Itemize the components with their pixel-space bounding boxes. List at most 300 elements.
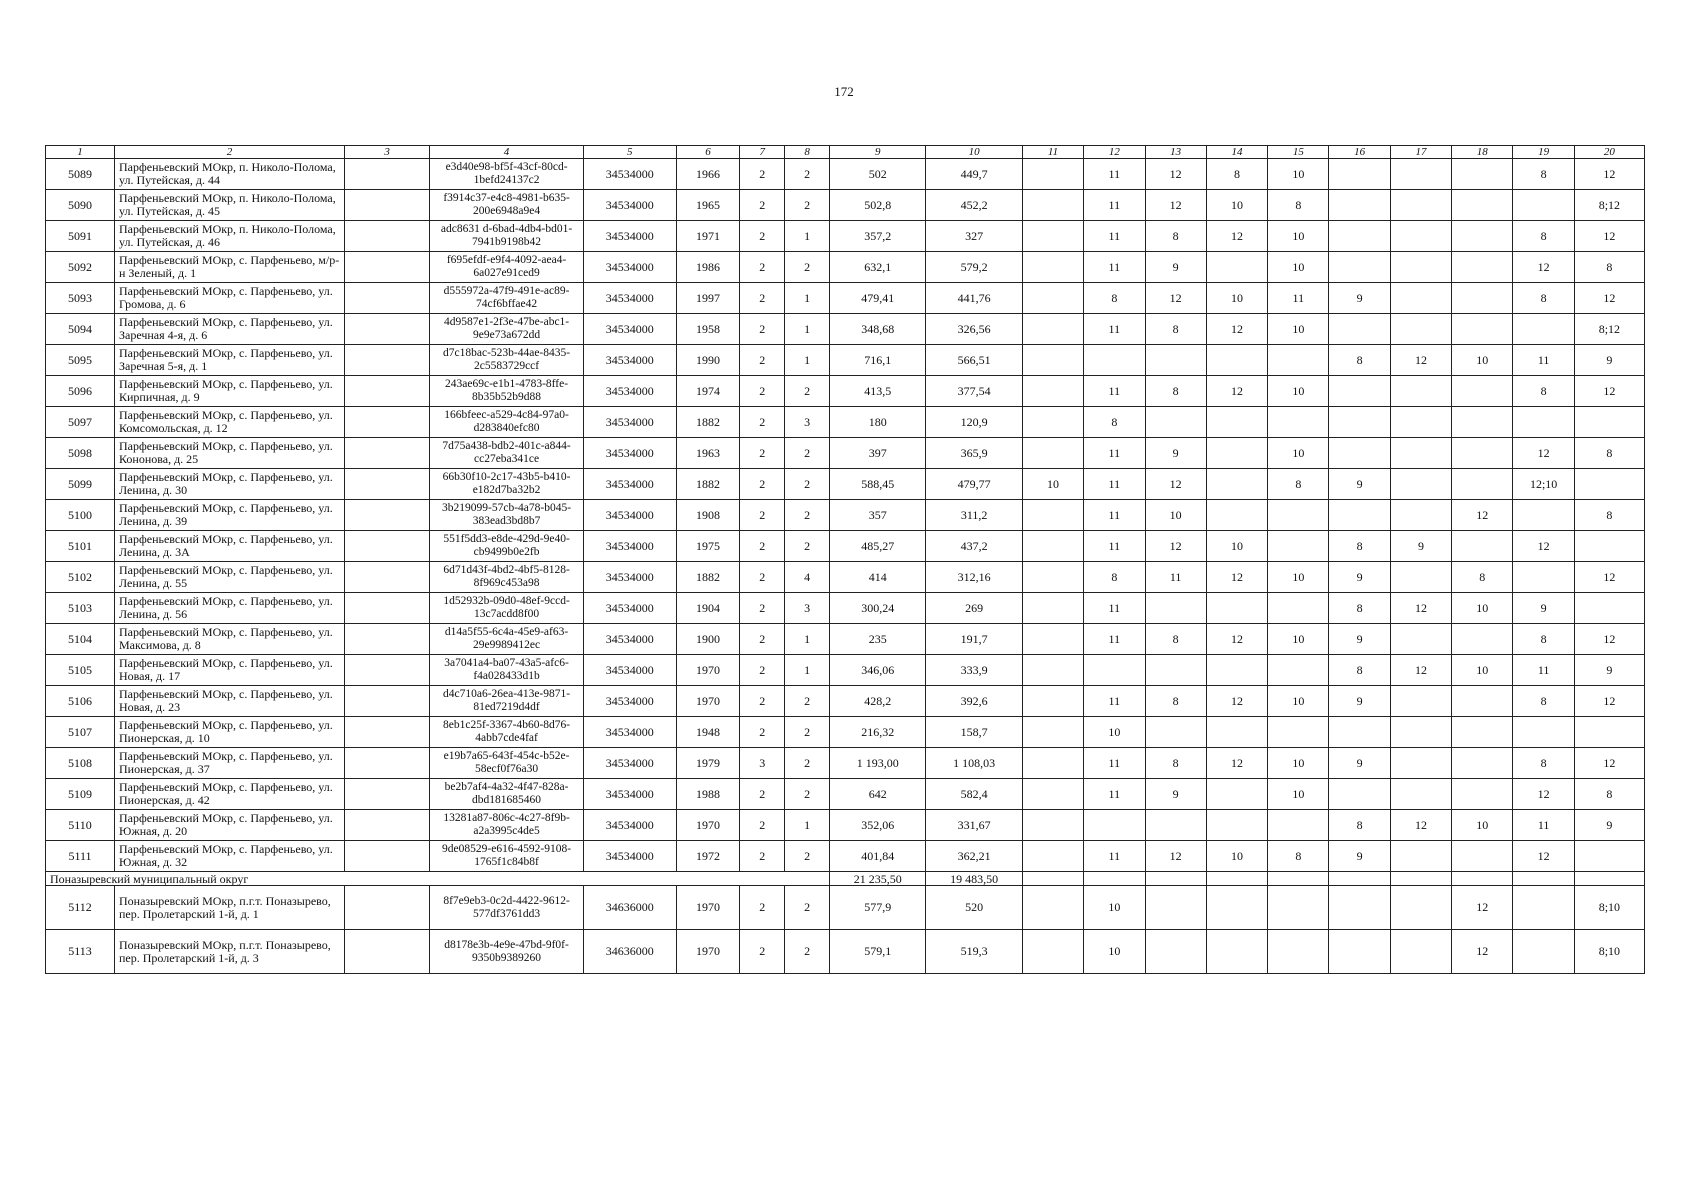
cell-c9: 414: [830, 562, 926, 593]
cell-c11: [1022, 438, 1083, 469]
cell-c18: [1452, 252, 1513, 283]
cell-c7: 2: [740, 686, 785, 717]
cell-oktmo: 34534000: [583, 748, 676, 779]
cell-c20: 9: [1574, 810, 1644, 841]
cell-c3: [344, 221, 429, 252]
cell-num: 5102: [46, 562, 115, 593]
cell-c11: [1022, 190, 1083, 221]
cell-c14: [1206, 655, 1267, 686]
cell-c13: [1145, 407, 1206, 438]
cell-c10: 1 108,03: [926, 748, 1022, 779]
cell-num: 5101: [46, 531, 115, 562]
cell-oktmo: 34534000: [583, 345, 676, 376]
cell-c7: 2: [740, 345, 785, 376]
cell-c3: [344, 500, 429, 531]
cell-c16: [1329, 500, 1390, 531]
cell-oktmo: 34534000: [583, 438, 676, 469]
cell-c15: [1268, 655, 1329, 686]
cell-c18: 12: [1452, 500, 1513, 531]
cell-c7: 2: [740, 252, 785, 283]
cell-c15: 10: [1268, 686, 1329, 717]
cell-address: Парфеньевский МОкр, с. Парфеньево, ул. Кононова, д. 25: [114, 438, 344, 469]
cell-num: 5098: [46, 438, 115, 469]
cell-guid: d8178e3b-4e9e-47bd-9f0f-9350b9389260: [430, 930, 583, 974]
cell-c18: [1452, 283, 1513, 314]
cell-num: 5109: [46, 779, 115, 810]
cell-c17: [1390, 190, 1451, 221]
cell-c12: 11: [1084, 841, 1145, 872]
cell-c10: 392,6: [926, 686, 1022, 717]
cell-c3: [344, 314, 429, 345]
cell-c11: [1022, 930, 1083, 974]
cell-c12: 11: [1084, 376, 1145, 407]
cell-c17: [1390, 779, 1451, 810]
cell-address: Парфеньевский МОкр, с. Парфеньево, ул. Пионерская, д. 10: [114, 717, 344, 748]
cell-c17: [1390, 500, 1451, 531]
cell-c9: 485,27: [830, 531, 926, 562]
cell-num: 5106: [46, 686, 115, 717]
cell-c9: 716,1: [830, 345, 926, 376]
cell-year: 1970: [676, 655, 740, 686]
cell-oktmo: 34534000: [583, 531, 676, 562]
cell-num: 5092: [46, 252, 115, 283]
cell-guid: 9de08529-e616-4592-9108-1765f1c84b8f: [430, 841, 583, 872]
cell-c10: 449,7: [926, 159, 1022, 190]
cell-c3: [344, 190, 429, 221]
cell-guid: 13281a87-806c-4c27-8f9b-a2a3995c4de5: [430, 810, 583, 841]
cell-oktmo: 34534000: [583, 283, 676, 314]
cell-c9: 502,8: [830, 190, 926, 221]
cell-c7: 2: [740, 655, 785, 686]
cell-c15: 10: [1268, 624, 1329, 655]
cell-c17: [1390, 686, 1451, 717]
cell-c11: [1022, 562, 1083, 593]
column-header-1: 1: [46, 146, 115, 159]
cell-c20: 12: [1574, 562, 1644, 593]
cell-oktmo: 34534000: [583, 314, 676, 345]
table-row: [46, 686, 1645, 717]
cell-c20: 8;10: [1574, 930, 1644, 974]
table-row: [46, 810, 1645, 841]
cell-oktmo: 34534000: [583, 376, 676, 407]
cell-address: Парфеньевский МОкр, п. Николо-Полома, ул. Путейская, д. 46: [114, 221, 344, 252]
cell-c18: 10: [1452, 810, 1513, 841]
cell-c15: 8: [1268, 841, 1329, 872]
cell-c19: 9: [1513, 593, 1574, 624]
cell-c10: 333,9: [926, 655, 1022, 686]
cell-c16: [1329, 314, 1390, 345]
cell-num: 5097: [46, 407, 115, 438]
cell-address: Парфеньевский МОкр, п. Николо-Полома, ул. Путейская, д. 44: [114, 159, 344, 190]
cell-num: 5103: [46, 593, 115, 624]
cell-oktmo: 34534000: [583, 686, 676, 717]
cell-c19: 11: [1513, 655, 1574, 686]
cell-c18: [1452, 624, 1513, 655]
cell-c19: 11: [1513, 810, 1574, 841]
cell-address: Парфеньевский МОкр, с. Парфеньево, ул. Комсомольская, д. 12: [114, 407, 344, 438]
cell-c14: 10: [1206, 283, 1267, 314]
cell-address: Парфеньевский МОкр, с. Парфеньево, ул. Ленина, д. 55: [114, 562, 344, 593]
cell-c8: 2: [785, 438, 830, 469]
cell-c18: [1452, 841, 1513, 872]
cell-guid: 8eb1c25f-3367-4b60-8d76-4abb7cde4faf: [430, 717, 583, 748]
cell-c12: 11: [1084, 624, 1145, 655]
cell-c14: [1206, 407, 1267, 438]
cell-c13: 8: [1145, 376, 1206, 407]
cell-year: 1970: [676, 886, 740, 930]
cell-guid: 66b30f10-2c17-43b5-b410-e182d7ba32b2: [430, 469, 583, 500]
cell-guid: e19b7a65-643f-454c-b52e-58ecf0f76a30: [430, 748, 583, 779]
cell-c18: [1452, 717, 1513, 748]
cell-c17: [1390, 438, 1451, 469]
cell-year: 1988: [676, 779, 740, 810]
column-header-5: 5: [583, 146, 676, 159]
cell-c19: 12: [1513, 252, 1574, 283]
cell-c10: 566,51: [926, 345, 1022, 376]
cell-c8: 2: [785, 886, 830, 930]
cell-c18: [1452, 438, 1513, 469]
cell-c7: 2: [740, 221, 785, 252]
cell-c14: [1206, 810, 1267, 841]
cell-c11: [1022, 159, 1083, 190]
cell-guid: 7d75a438-bdb2-401c-a844-cc27eba341ce: [430, 438, 583, 469]
cell-c3: [344, 407, 429, 438]
cell-c17: [1390, 469, 1451, 500]
cell-c19: [1513, 886, 1574, 930]
cell-c20: [1574, 593, 1644, 624]
cell-oktmo: 34534000: [583, 500, 676, 531]
cell-c20: 8;12: [1574, 314, 1644, 345]
cell-c13: [1145, 717, 1206, 748]
cell-c19: 12;10: [1513, 469, 1574, 500]
cell-c18: [1452, 469, 1513, 500]
cell-c3: [344, 841, 429, 872]
cell-oktmo: 34534000: [583, 159, 676, 190]
table-row: [46, 886, 1645, 930]
cell-c13: [1145, 655, 1206, 686]
cell-c16: [1329, 779, 1390, 810]
cell-c12: 10: [1084, 717, 1145, 748]
cell-c10: 362,21: [926, 841, 1022, 872]
cell-c17: [1390, 624, 1451, 655]
cell-oktmo: 34534000: [583, 469, 676, 500]
cell-c9: 397: [830, 438, 926, 469]
cell-c15: [1268, 500, 1329, 531]
cell-c7: 2: [740, 190, 785, 221]
cell-c15: 10: [1268, 779, 1329, 810]
cell-c12: 11: [1084, 159, 1145, 190]
table-row: [46, 779, 1645, 810]
cell-c17: [1390, 717, 1451, 748]
cell-year: 1979: [676, 748, 740, 779]
cell-c18: [1452, 407, 1513, 438]
cell-oktmo: 34534000: [583, 717, 676, 748]
cell-c17: [1390, 748, 1451, 779]
cell-c8: 2: [785, 252, 830, 283]
cell-c12: 8: [1084, 407, 1145, 438]
cell-c16: 9: [1329, 686, 1390, 717]
cell-c17: [1390, 562, 1451, 593]
cell-c14: 12: [1206, 314, 1267, 345]
cell-c8: 2: [785, 717, 830, 748]
cell-c18: [1452, 159, 1513, 190]
cell-c20: 8;10: [1574, 886, 1644, 930]
cell-c16: 8: [1329, 810, 1390, 841]
cell-c18: 10: [1452, 345, 1513, 376]
table-row: [46, 376, 1645, 407]
cell-c19: [1513, 190, 1574, 221]
cell-c10: 311,2: [926, 500, 1022, 531]
cell-c20: 12: [1574, 624, 1644, 655]
column-header-8: 8: [785, 146, 830, 159]
cell-c14: 12: [1206, 221, 1267, 252]
cell-address: Парфеньевский МОкр, с. Парфеньево, ул. Новая, д. 17: [114, 655, 344, 686]
cell-c16: [1329, 221, 1390, 252]
cell-c10: 441,76: [926, 283, 1022, 314]
cell-c9: 632,1: [830, 252, 926, 283]
cell-c12: 11: [1084, 190, 1145, 221]
cell-c8: 1: [785, 655, 830, 686]
cell-c11: [1022, 221, 1083, 252]
cell-num: 5095: [46, 345, 115, 376]
cell-c3: [344, 345, 429, 376]
cell-c19: 8: [1513, 283, 1574, 314]
cell-num: 5104: [46, 624, 115, 655]
cell-c7: 2: [740, 624, 785, 655]
table-row: [46, 345, 1645, 376]
cell-c14: 10: [1206, 531, 1267, 562]
cell-c3: [344, 438, 429, 469]
cell-c17: 12: [1390, 655, 1451, 686]
cell-c15: 11: [1268, 283, 1329, 314]
cell-c11: [1022, 841, 1083, 872]
cell-c18: [1452, 376, 1513, 407]
cell-c12: 11: [1084, 469, 1145, 500]
cell-year: 1882: [676, 562, 740, 593]
cell-c17: [1390, 283, 1451, 314]
cell-c17: 12: [1390, 810, 1451, 841]
cell-c17: [1390, 314, 1451, 345]
cell-c13: [1145, 886, 1206, 930]
column-header-13: 13: [1145, 146, 1206, 159]
cell-oktmo: 34534000: [583, 655, 676, 686]
cell-c11: [1022, 500, 1083, 531]
cell-c14: [1206, 345, 1267, 376]
cell-c10: 579,2: [926, 252, 1022, 283]
cell-c15: 8: [1268, 190, 1329, 221]
cell-c9: 300,24: [830, 593, 926, 624]
cell-c3: [344, 159, 429, 190]
cell-c14: [1206, 438, 1267, 469]
column-header-17: 17: [1390, 146, 1451, 159]
cell-address: Парфеньевский МОкр, с. Парфеньево, ул. Ленина, д. 56: [114, 593, 344, 624]
cell-c3: [344, 810, 429, 841]
cell-c13: 12: [1145, 531, 1206, 562]
subtotal-empty-cell: [1206, 872, 1267, 886]
cell-c13: [1145, 930, 1206, 974]
cell-c9: 642: [830, 779, 926, 810]
cell-c9: 577,9: [830, 886, 926, 930]
cell-year: 1970: [676, 810, 740, 841]
cell-num: 5110: [46, 810, 115, 841]
cell-c9: 346,06: [830, 655, 926, 686]
cell-guid: d555972a-47f9-491e-ac89-74cf6bffae42: [430, 283, 583, 314]
column-header-18: 18: [1452, 146, 1513, 159]
cell-c17: [1390, 221, 1451, 252]
table-row: [46, 562, 1645, 593]
cell-address: Парфеньевский МОкр, с. Парфеньево, ул. Заречная 5-я, д. 1: [114, 345, 344, 376]
cell-oktmo: 34534000: [583, 779, 676, 810]
cell-c10: 327: [926, 221, 1022, 252]
cell-c12: 8: [1084, 283, 1145, 314]
table-row: [46, 748, 1645, 779]
cell-num: 5094: [46, 314, 115, 345]
column-header-19: 19: [1513, 146, 1574, 159]
cell-c20: 9: [1574, 655, 1644, 686]
cell-c12: 11: [1084, 221, 1145, 252]
cell-c15: 10: [1268, 252, 1329, 283]
register-table-container: [45, 145, 1645, 974]
cell-c16: [1329, 159, 1390, 190]
cell-oktmo: 34534000: [583, 562, 676, 593]
cell-c18: 10: [1452, 655, 1513, 686]
cell-c12: 11: [1084, 314, 1145, 345]
cell-year: 1882: [676, 469, 740, 500]
cell-year: 1986: [676, 252, 740, 283]
cell-num: 5089: [46, 159, 115, 190]
cell-c7: 2: [740, 886, 785, 930]
cell-c15: 10: [1268, 438, 1329, 469]
cell-c14: 12: [1206, 686, 1267, 717]
cell-address: Поназыревский МОкр, п.г.т. Поназырево, пер. Пролетарский 1-й, д. 1: [114, 886, 344, 930]
cell-c12: 8: [1084, 562, 1145, 593]
cell-year: 1948: [676, 717, 740, 748]
table-row: [46, 717, 1645, 748]
cell-c11: [1022, 314, 1083, 345]
column-header-20: 20: [1574, 146, 1644, 159]
cell-c13: 8: [1145, 624, 1206, 655]
cell-c13: 8: [1145, 748, 1206, 779]
cell-oktmo: 34534000: [583, 810, 676, 841]
cell-c14: 12: [1206, 562, 1267, 593]
cell-c11: [1022, 748, 1083, 779]
cell-c8: 2: [785, 500, 830, 531]
cell-c13: 12: [1145, 159, 1206, 190]
subtotal-empty-cell: [1022, 872, 1083, 886]
cell-guid: d14a5f55-6c4a-45e9-af63-29e9989412ec: [430, 624, 583, 655]
cell-c15: 8: [1268, 469, 1329, 500]
cell-c15: 10: [1268, 748, 1329, 779]
cell-c20: [1574, 717, 1644, 748]
cell-c7: 3: [740, 748, 785, 779]
cell-c8: 1: [785, 221, 830, 252]
cell-address: Парфеньевский МОкр, п. Николо-Полома, ул. Путейская, д. 45: [114, 190, 344, 221]
cell-c10: 269: [926, 593, 1022, 624]
cell-num: 5105: [46, 655, 115, 686]
cell-c16: 8: [1329, 655, 1390, 686]
cell-c7: 2: [740, 438, 785, 469]
cell-c19: 8: [1513, 159, 1574, 190]
cell-c12: 10: [1084, 930, 1145, 974]
cell-c10: 437,2: [926, 531, 1022, 562]
cell-c12: [1084, 345, 1145, 376]
cell-c7: 2: [740, 779, 785, 810]
cell-c18: [1452, 190, 1513, 221]
cell-c18: 8: [1452, 562, 1513, 593]
cell-c16: 9: [1329, 624, 1390, 655]
cell-c13: 12: [1145, 190, 1206, 221]
cell-c7: 2: [740, 314, 785, 345]
cell-address: Парфеньевский МОкр, с. Парфеньево, м/р-н Зеленый, д. 1: [114, 252, 344, 283]
cell-c18: [1452, 221, 1513, 252]
cell-c15: [1268, 407, 1329, 438]
cell-address: Парфеньевский МОкр, с. Парфеньево, ул. Новая, д. 23: [114, 686, 344, 717]
cell-year: 1966: [676, 159, 740, 190]
cell-guid: d4c710a6-26ea-413e-9871-81ed7219d4df: [430, 686, 583, 717]
table-row: [46, 252, 1645, 283]
cell-c15: 10: [1268, 159, 1329, 190]
cell-guid: 3a7041a4-ba07-43a5-afc6-f4a028433d1b: [430, 655, 583, 686]
cell-year: 1908: [676, 500, 740, 531]
column-header-14: 14: [1206, 146, 1267, 159]
cell-c9: 401,84: [830, 841, 926, 872]
cell-guid: f3914c37-e4c8-4981-b635-200e6948a9e4: [430, 190, 583, 221]
cell-c3: [344, 717, 429, 748]
cell-c8: 2: [785, 748, 830, 779]
cell-c17: [1390, 252, 1451, 283]
cell-c13: 8: [1145, 686, 1206, 717]
cell-c11: [1022, 655, 1083, 686]
cell-c11: [1022, 810, 1083, 841]
cell-c11: [1022, 345, 1083, 376]
cell-c11: [1022, 252, 1083, 283]
cell-c9: 1 193,00: [830, 748, 926, 779]
cell-c10: 582,4: [926, 779, 1022, 810]
column-header-11: 11: [1022, 146, 1083, 159]
cell-c15: [1268, 810, 1329, 841]
cell-c3: [344, 376, 429, 407]
cell-year: 1904: [676, 593, 740, 624]
cell-c16: [1329, 252, 1390, 283]
cell-guid: 3b219099-57cb-4a78-b045-383ead3bd8b7: [430, 500, 583, 531]
cell-c10: 191,7: [926, 624, 1022, 655]
cell-c7: 2: [740, 930, 785, 974]
cell-c10: 519,3: [926, 930, 1022, 974]
cell-c17: [1390, 886, 1451, 930]
cell-c16: 9: [1329, 841, 1390, 872]
cell-c19: 12: [1513, 531, 1574, 562]
cell-c13: [1145, 593, 1206, 624]
cell-year: 1997: [676, 283, 740, 314]
cell-c10: 331,67: [926, 810, 1022, 841]
cell-c10: 158,7: [926, 717, 1022, 748]
cell-c10: 479,77: [926, 469, 1022, 500]
cell-c14: [1206, 469, 1267, 500]
cell-c19: 8: [1513, 624, 1574, 655]
cell-c14: 8: [1206, 159, 1267, 190]
subtotal-row: [46, 872, 1645, 886]
table-row: [46, 221, 1645, 252]
cell-c20: 8: [1574, 438, 1644, 469]
cell-c15: [1268, 930, 1329, 974]
cell-c13: 8: [1145, 221, 1206, 252]
cell-guid: adc8631 d-6bad-4db4-bd01-7941b9198b42: [430, 221, 583, 252]
cell-c20: [1574, 469, 1644, 500]
cell-guid: 6d71d43f-4bd2-4bf5-8128-8f969c453a98: [430, 562, 583, 593]
cell-c9: 348,68: [830, 314, 926, 345]
cell-num: 5107: [46, 717, 115, 748]
cell-c19: 8: [1513, 748, 1574, 779]
